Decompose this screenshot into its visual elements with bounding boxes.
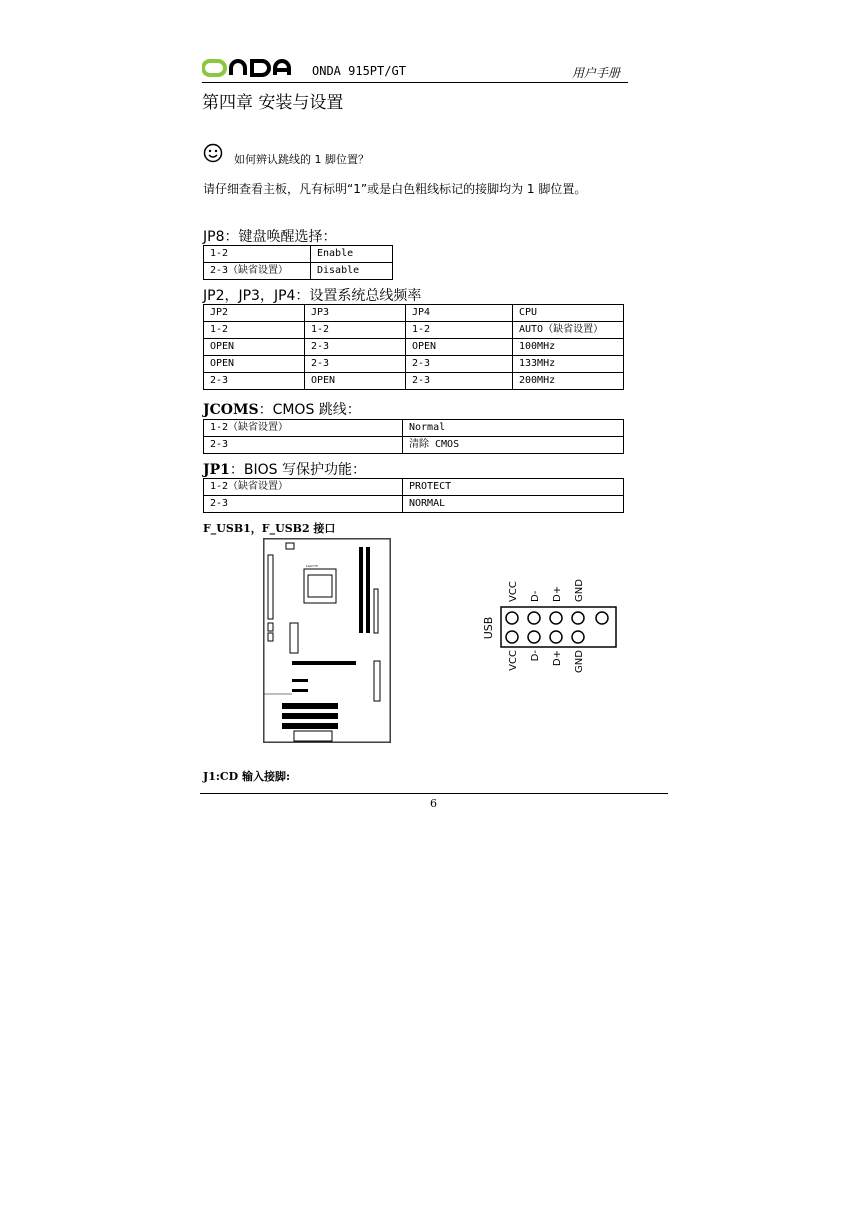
table-row <box>204 356 624 373</box>
table-row <box>204 496 624 513</box>
page-number: 6 <box>430 797 437 810</box>
table-cell: 2-3 <box>406 356 513 373</box>
chapter-title: 第四章 安装与设置 <box>202 93 344 113</box>
jp1-table <box>203 478 624 513</box>
table-cell: 2-3 <box>305 339 406 356</box>
table-cell: 100MHz <box>513 339 624 356</box>
motherboard-diagram <box>263 538 391 743</box>
usb-pin <box>596 612 608 624</box>
table-cell: OPEN <box>204 339 305 356</box>
tip-answer: 请仔细查看主板，凡有标明“1”或是白色粗线标记的接脚均为 1 脚位置。 <box>203 182 587 196</box>
table-cell: Enable <box>311 246 393 263</box>
table-cell: JP3 <box>305 305 406 322</box>
usb-bottom-label: VCC <box>508 650 519 671</box>
table-row <box>204 420 624 437</box>
jp8-table <box>203 245 393 280</box>
usb-pin <box>528 612 540 624</box>
jp8-title: JP8：键盘唤醒选择： <box>203 229 337 245</box>
table-row <box>204 479 624 496</box>
usb-bottom-label: GND <box>574 650 585 673</box>
table-cell: 1-2 <box>305 322 406 339</box>
usb-side-label: USB <box>482 616 495 640</box>
usb-pin <box>506 631 518 643</box>
table-row <box>204 437 624 454</box>
usb-top-label: D+ <box>552 585 563 602</box>
jcoms-table <box>203 419 624 454</box>
table-cell: 2-3 <box>204 496 403 513</box>
usb-bottom-label: D+ <box>552 650 563 667</box>
usb-pin <box>550 631 562 643</box>
table-cell: 1-2 <box>406 322 513 339</box>
tip-question: 如何辨认跳线的 1 脚位置？ <box>234 153 369 166</box>
usb-pin-header-diagram <box>478 570 624 680</box>
table-cell: 2-3 <box>204 373 305 390</box>
jp1-title-bold: JP1 <box>203 462 230 478</box>
header-divider <box>202 82 628 83</box>
usb-pin <box>506 612 518 624</box>
table-cell: 200MHz <box>513 373 624 390</box>
j1-title: J1:CD 输入接脚: <box>203 770 291 783</box>
table-cell: 1-2（缺省设置） <box>204 479 403 496</box>
usb-pin <box>572 631 584 643</box>
jcoms-title-bold: JCOMS <box>203 402 259 418</box>
table-row <box>204 305 624 322</box>
usb-pin <box>572 612 584 624</box>
jp234-title: JP2，JP3，JP4：设置系统总线频率 <box>203 288 422 304</box>
table-cell: OPEN <box>406 339 513 356</box>
table-row <box>204 322 624 339</box>
table-cell: 清除 CMOS <box>403 437 624 454</box>
table-cell: JP4 <box>406 305 513 322</box>
usb-pin <box>550 612 562 624</box>
table-cell: JP2 <box>204 305 305 322</box>
table-cell: 2-3（缺省设置） <box>204 263 311 280</box>
table-cell: 2-3 <box>305 356 406 373</box>
table-cell: AUTO（缺省设置） <box>513 322 624 339</box>
table-cell: OPEN <box>305 373 406 390</box>
svg-text:LGA775: LGA775 <box>306 564 318 568</box>
jcoms-title <box>203 399 361 419</box>
table-cell: PROTECT <box>403 479 624 496</box>
footer-divider <box>200 793 668 794</box>
table-cell: OPEN <box>204 356 305 373</box>
usb-pins <box>506 612 608 643</box>
manual-label: 用户手册 <box>572 66 621 80</box>
table-cell: 133MHz <box>513 356 624 373</box>
table-cell: 1-2 <box>204 246 311 263</box>
table-row <box>204 373 624 390</box>
table-cell: Normal <box>403 420 624 437</box>
jp1-title-rest: ：BIOS 写保护功能： <box>229 462 366 478</box>
usb-top-label: D- <box>530 590 541 602</box>
jp1-title <box>203 459 366 479</box>
usb-bottom-label: D- <box>530 650 541 662</box>
table-cell: NORMAL <box>403 496 624 513</box>
jp234-table <box>203 304 624 390</box>
onda-logo <box>202 58 310 78</box>
table-cell: 2-3 <box>204 437 403 454</box>
fusb-title: F_USB1，F_USB2 接口 <box>203 522 336 535</box>
table-row <box>204 263 393 280</box>
usb-pin <box>528 631 540 643</box>
usb-top-label: VCC <box>508 581 519 602</box>
usb-top-label: GND <box>574 579 585 602</box>
table-cell: Disable <box>311 263 393 280</box>
table-cell: 1-2（缺省设置） <box>204 420 403 437</box>
model-name: ONDA 915PT/GT <box>312 64 406 78</box>
smiley-icon <box>203 143 223 163</box>
table-row <box>204 246 393 263</box>
jcoms-title-rest: ：CMOS 跳线： <box>258 402 361 418</box>
table-cell: 2-3 <box>406 373 513 390</box>
table-cell: CPU <box>513 305 624 322</box>
table-cell: 1-2 <box>204 322 305 339</box>
table-row <box>204 339 624 356</box>
